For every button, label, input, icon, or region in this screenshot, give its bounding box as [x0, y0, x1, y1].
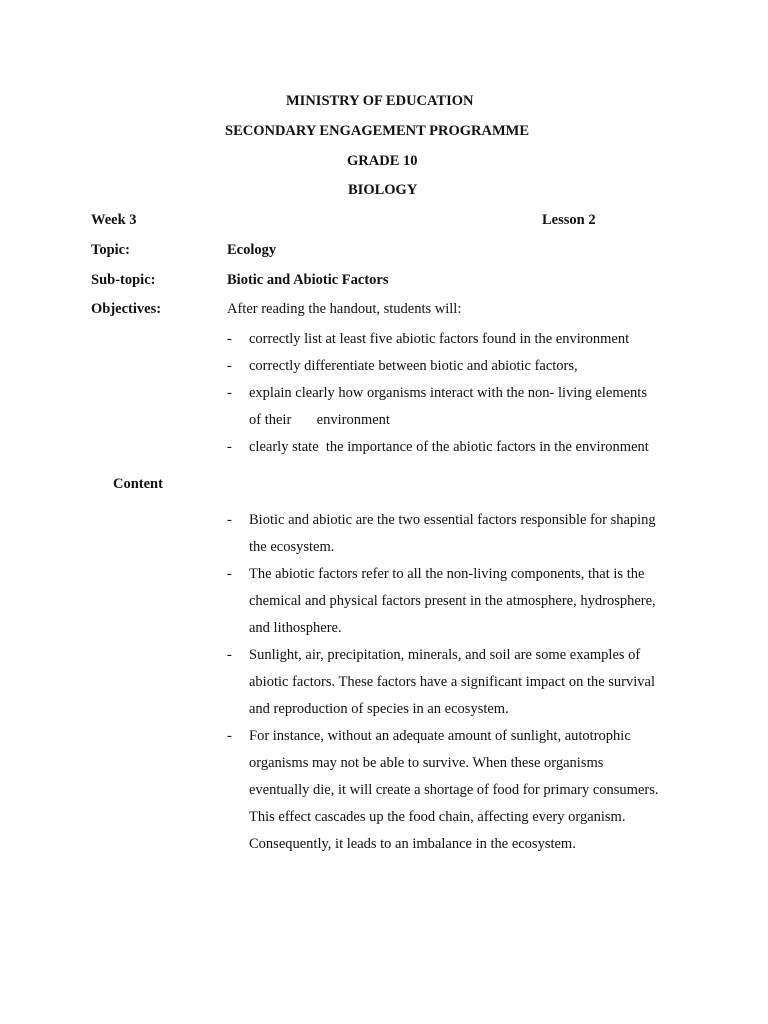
list-item-continuation: This effect cascades up the food chain, affecting every organism. [249, 809, 626, 825]
list-bullet: - [227, 728, 232, 744]
list-item: clearly state the importance of the abiotic factors in the environment [249, 439, 649, 455]
list-item-continuation: and lithosphere. [249, 620, 342, 636]
list-item: The abiotic factors refer to all the non-living components, that is the [249, 566, 645, 582]
ministry-heading: MINISTRY OF EDUCATION [286, 93, 474, 109]
list-bullet: - [227, 385, 232, 401]
grade-heading: GRADE 10 [347, 153, 418, 169]
list-item-continuation: abiotic factors. These factors have a significant impact on the survival [249, 674, 655, 690]
list-bullet: - [227, 331, 232, 347]
week-label: Week 3 [91, 212, 137, 228]
list-bullet: - [227, 512, 232, 528]
list-item-continuation: and reproduction of species in an ecosystem. [249, 701, 509, 717]
list-bullet: - [227, 358, 232, 374]
list-item-continuation: the ecosystem. [249, 539, 335, 555]
content-label: Content [113, 476, 163, 492]
objectives-intro: After reading the handout, students will: [227, 301, 462, 317]
list-item: Sunlight, air, precipitation, minerals, and soil are some examples of [249, 647, 641, 663]
list-item: Biotic and abiotic are the two essential factors responsible for shaping [249, 512, 656, 528]
list-item: For instance, without an adequate amount of sunlight, autotrophic [249, 728, 631, 744]
list-item-continuation: Consequently, it leads to an imbalance in the ecosystem. [249, 836, 576, 852]
list-bullet: - [227, 647, 232, 663]
list-item-continuation: organisms may not be able to survive. When these organisms [249, 755, 604, 771]
topic-value: Ecology [227, 242, 277, 258]
list-bullet: - [227, 439, 232, 455]
list-bullet: - [227, 566, 232, 582]
list-item: correctly differentiate between biotic and abiotic factors, [249, 358, 578, 374]
list-item-continuation: chemical and physical factors present in the atmosphere, hydrosphere, [249, 593, 656, 609]
lesson-label: Lesson 2 [542, 212, 596, 228]
objectives-label: Objectives: [91, 301, 162, 317]
list-item: correctly list at least five abiotic factors found in the environment [249, 331, 630, 347]
subject-heading: BIOLOGY [348, 182, 418, 198]
programme-heading: SECONDARY ENGAGEMENT PROGRAMME [225, 123, 529, 139]
list-item-continuation: eventually die, it will create a shortage of food for primary consumers. [249, 782, 659, 798]
topic-label: Topic: [91, 242, 130, 258]
list-item: explain clearly how organisms interact with the non- living elements [249, 385, 647, 401]
subtopic-label: Sub-topic: [91, 272, 156, 288]
list-item-continuation: of their environment [249, 412, 390, 428]
subtopic-value: Biotic and Abiotic Factors [227, 272, 389, 288]
